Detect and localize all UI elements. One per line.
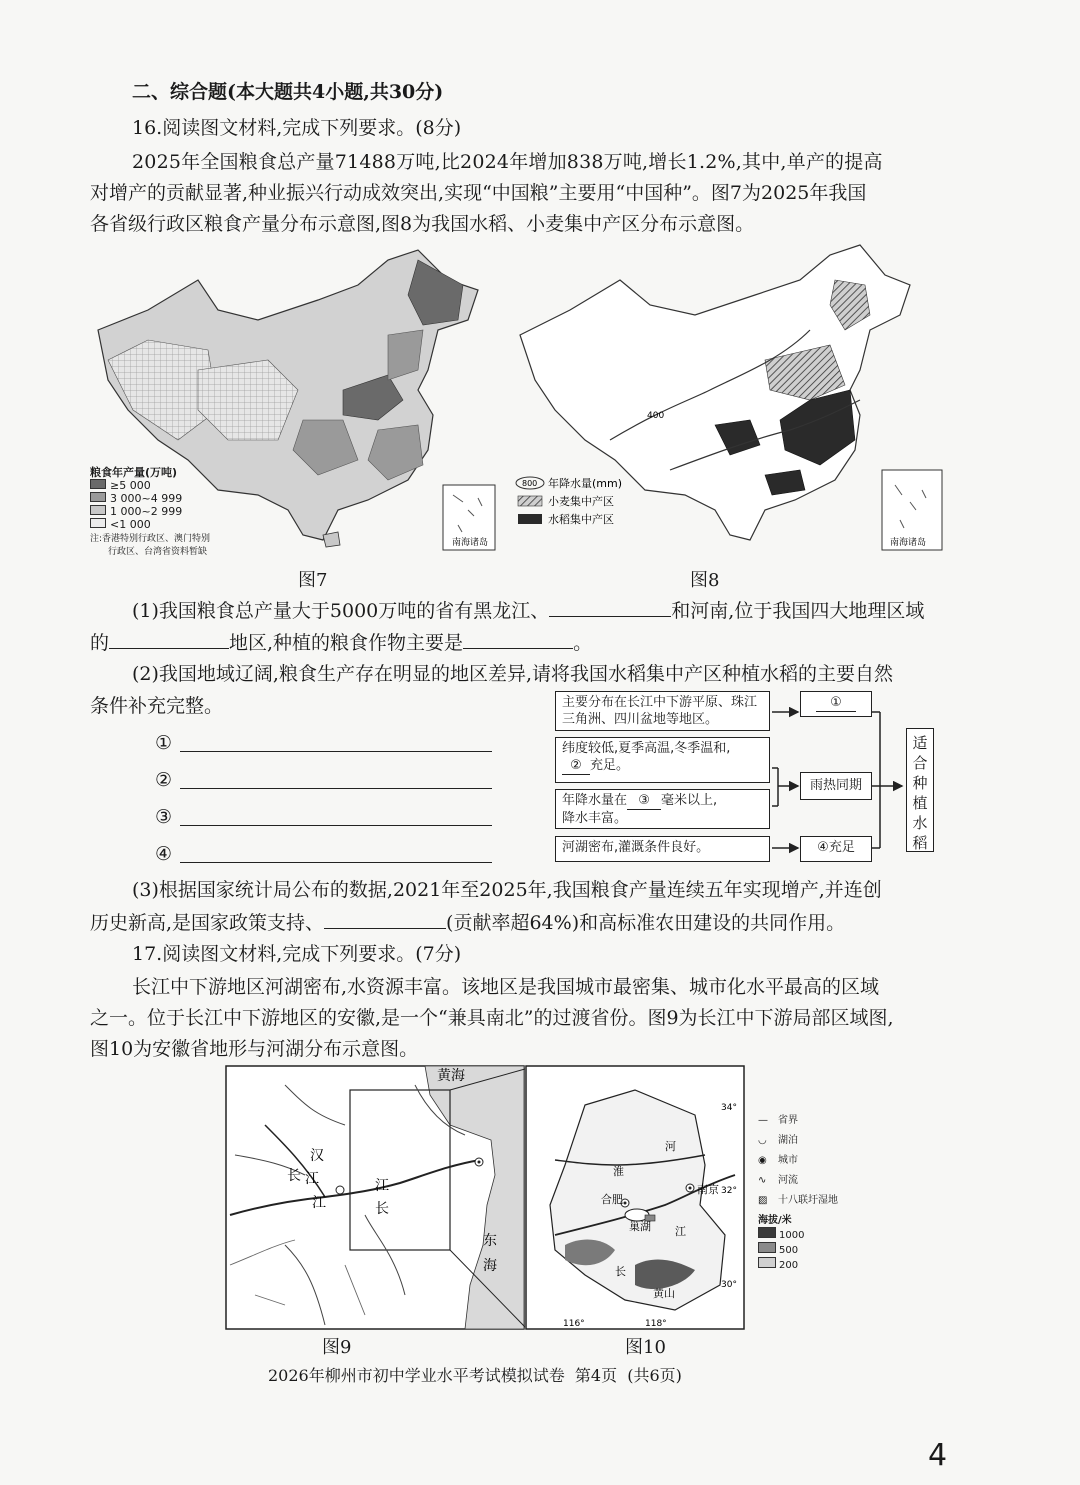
flow-box-rain-text-a: 年降水量在 — [562, 793, 628, 808]
fig10-lon-label: 116° — [563, 1319, 585, 1329]
q16-sub1-text-a: (1)我国粮食总产量大于5000万吨的省有黑龙江、 — [132, 600, 550, 622]
flow-box-rain-text-c: 毫米以上, — [661, 793, 718, 808]
answer-label-2: ② — [155, 769, 173, 791]
answer-line-3[interactable] — [180, 824, 492, 826]
q16-sub1-text-c: 的 — [90, 632, 110, 654]
figure-10-map — [525, 1065, 745, 1330]
fig9-label: 江 — [375, 1178, 389, 1194]
fig7-note-2: 行政区、台湾省资料暂缺 — [108, 547, 208, 557]
q17-para-line1: 长江中下游地区河湖密布,水资源丰富。该地区是我国城市最密集、城市化水平最高的区域 — [132, 976, 880, 998]
answer-blank-region[interactable] — [109, 630, 229, 649]
q16-sub2-line1: (2)我国地域辽阔,粮食生产存在明显的地区差异,请将我国水稻集中产区种植水稻的主要自然 — [132, 663, 893, 685]
fig10-place-label: 淮 — [613, 1165, 624, 1178]
fig9-label: 长 — [287, 1168, 301, 1184]
flow-mid-box-2: 雨热同期 — [800, 772, 872, 800]
fig10-legend-label: 城市 — [778, 1155, 798, 1166]
fig7-legend-title: 粮食年产量(万吨) — [90, 466, 178, 479]
rice-legend-label: 水稻集中产区 — [548, 513, 614, 526]
answer-blank-crop[interactable] — [463, 630, 573, 649]
fig10-elev-items — [758, 1227, 838, 1272]
q16-para-line3: 各省级行政区粮食产量分布示意图,图8为我国水稻、小麦集中产区分布示意图。 — [90, 213, 755, 235]
q16-sub3-text-b: (贡献率超64%)和高标准农田建设的共同作用。 — [446, 912, 846, 934]
fig9-label: 江 — [305, 1171, 319, 1187]
flow-blank-4[interactable]: ④ — [817, 840, 829, 855]
flow-mid-box-1 — [800, 691, 872, 717]
fig10-place-label: 江 — [675, 1225, 686, 1238]
fig9-label: 黄海 — [437, 1068, 465, 1084]
fig9-caption: 图9 — [322, 1337, 352, 1358]
fig10-legend-items — [758, 1115, 838, 1207]
q16-title: 16.阅读图文材料,完成下列要求。(8分) — [132, 117, 462, 139]
q16-sub3-line2 — [90, 910, 950, 935]
fig9-label: 江 — [312, 1195, 326, 1211]
fig9-label: 长 — [375, 1201, 389, 1217]
answer-line-2[interactable] — [180, 787, 492, 789]
q16-para-line1: 2025年全国粮食总产量71488万吨,比2024年增加838万吨,增长1.2%,其中,单产的提高 — [132, 151, 883, 173]
fig10-legend-item — [758, 1175, 838, 1187]
figure-7-map — [88, 240, 508, 560]
fig7-legend-label: <1 000 — [110, 518, 151, 531]
fig10-lon-label: 118° — [645, 1319, 667, 1329]
q17-para-line3: 图10为安徽省地形与河湖分布示意图。 — [90, 1038, 419, 1060]
fig10-place-label: 合肥 — [601, 1193, 623, 1206]
fig7-legend-item — [90, 505, 210, 518]
flow-mid-box-3-text: 充足 — [828, 840, 855, 855]
flow-blank-1[interactable]: ① — [816, 694, 856, 712]
rain-legend-value: 800 — [522, 479, 538, 488]
answer-blank-province[interactable] — [549, 598, 671, 617]
fig10-elev-title: 海拔/米 — [758, 1215, 792, 1226]
fig10-elev-item — [758, 1242, 838, 1257]
page-footer: 2026年柳州市初中学业水平考试模拟试卷 第4页 (共6页) — [268, 1366, 682, 1385]
flow-box-heat-line1: 纬度较低,夏季高温,冬季温和, — [562, 741, 731, 756]
q16-para-line2: 对增产的贡献显著,种业振兴行动成效突出,实现“中国粮”主要用“中国种”。图7为2025年我国 — [90, 182, 867, 204]
fig10-place-label: 长 — [615, 1265, 626, 1278]
fig10-legend-item — [758, 1115, 838, 1127]
fig7-legend-label: 1 000~2 999 — [110, 505, 183, 518]
fig7-legend-item — [90, 518, 210, 531]
fig7-legend-swatch — [90, 492, 106, 502]
fig10-elev-label: 200 — [779, 1260, 799, 1271]
flow-box-heat-line2 — [562, 757, 763, 775]
q16-sub1-text-d: 地区,种植的粮食作物主要是 — [229, 632, 464, 654]
fig7-legend-item — [90, 479, 210, 492]
fig9-label: 东 — [483, 1233, 497, 1249]
fig10-lat-label: 32° — [721, 1186, 737, 1196]
fig10-elev-label: 1000 — [779, 1230, 805, 1241]
flow-box-irrigation: 河湖密布,灌溉条件良好。 — [555, 836, 770, 862]
fig9-label: 海 — [483, 1258, 497, 1274]
fig10-lat-label: 34° — [721, 1103, 737, 1113]
fig7-legend-item — [90, 492, 210, 505]
fig10-elev-item — [758, 1257, 838, 1272]
fig7-caption: 图7 — [298, 570, 328, 591]
fig10-legend-symbol: ◡ — [758, 1135, 767, 1146]
section-title: 二、综合题(本大题共4小题,共30分) — [132, 81, 444, 103]
q16-sub1-line2 — [90, 630, 950, 655]
flow-box-heat-end: 充足。 — [590, 758, 630, 773]
flow-result-box: 适合种植水稻 — [906, 728, 934, 852]
fig10-legend-symbol: — — [758, 1115, 768, 1126]
answer-label-1: ① — [155, 732, 173, 754]
answer-label-3: ③ — [155, 806, 173, 828]
fig10-legend-symbol: ◉ — [758, 1155, 767, 1166]
yangtze-region-map — [225, 1065, 525, 1330]
fig10-caption: 图10 — [625, 1337, 666, 1358]
fig10-place-label: 黄山 — [653, 1287, 675, 1300]
q16-sub3-line1: (3)根据国家统计局公布的数据,2021年至2025年,我国粮食产量连续五年实现增产,并连创 — [132, 879, 882, 901]
wheat-legend-label: 小麦集中产区 — [548, 495, 614, 508]
fig10-elev-label: 500 — [779, 1245, 799, 1256]
flow-mid-box-3 — [800, 836, 872, 862]
fig10-legend-symbol: ▨ — [758, 1195, 768, 1206]
page-number: 4 — [928, 1438, 948, 1473]
fig10-legend-label: 湖泊 — [778, 1135, 798, 1146]
fig10-elev-item — [758, 1227, 838, 1242]
q17-para-line2: 之一。位于长江中下游地区的安徽,是一个“兼具南北”的过渡省份。图9为长江中下游局部区域图, — [90, 1007, 894, 1029]
q16-sub1-line1 — [132, 598, 992, 623]
fig10-legend-item — [758, 1195, 838, 1207]
fig10-elev-swatch — [758, 1242, 776, 1253]
fig7-legend-swatch — [90, 505, 106, 515]
fig10-legend-item — [758, 1135, 838, 1147]
rice-legend-swatch — [518, 514, 542, 524]
flow-box-distribution: 主要分布在长江中下游平原、珠江三角洲、四川盆地等地区。 — [555, 691, 770, 731]
fig7-legend-swatch — [90, 518, 106, 528]
fig7-legend — [90, 466, 210, 559]
fig10-legend-symbol: ∿ — [758, 1175, 767, 1186]
fig10-legend-label: 十八联圩湿地 — [778, 1195, 838, 1206]
fig10-legend — [758, 1115, 838, 1272]
figure-9-map — [225, 1065, 525, 1330]
fig10-elev-swatch — [758, 1257, 776, 1268]
q16-sub2-line2: 条件补充完整。 — [90, 695, 224, 717]
fig10-elev-swatch — [758, 1227, 776, 1238]
fig7-legend-label: 3 000~4 999 — [110, 492, 183, 505]
fig7-inset-label: 南海诸岛 — [452, 538, 489, 548]
flow-blank-3[interactable]: ③ — [627, 792, 661, 810]
figure-8-map — [510, 240, 950, 560]
q17-title: 17.阅读图文材料,完成下列要求。(7分) — [132, 943, 462, 965]
rain-legend-label: 年降水量(mm) — [548, 477, 623, 490]
fig10-legend-label: 省界 — [778, 1115, 798, 1126]
q16-sub3-text-a: 历史新高,是国家政策支持、 — [90, 912, 325, 934]
fig7-legend-swatch — [90, 479, 106, 489]
wheat-legend-swatch — [518, 496, 542, 506]
fig10-place-label: 河 — [665, 1140, 676, 1153]
fig8-caption: 图8 — [690, 570, 720, 591]
fig8-isoline-label: 400 — [647, 411, 665, 421]
fig10-lat-label: 30° — [721, 1280, 737, 1290]
flow-box-rain-line1 — [562, 792, 763, 810]
fig9-label: 汉 — [310, 1148, 324, 1164]
rice-wheat-map — [510, 240, 950, 560]
fig7-note-1: 注:香港特别行政区、澳门特别 — [90, 534, 211, 544]
fig10-legend-item — [758, 1155, 838, 1167]
answer-line-1[interactable] — [180, 750, 492, 752]
hainan-island — [323, 532, 340, 547]
anhui-terrain-map — [525, 1065, 745, 1330]
fig10-place-label: 南京 — [697, 1183, 719, 1196]
fig7-legend-items — [90, 479, 210, 531]
answer-line-4[interactable] — [180, 861, 492, 863]
q16-sub1-text-b: 和河南,位于我国四大地理区域 — [671, 600, 925, 622]
fig8-inset-label: 南海诸岛 — [890, 538, 927, 548]
fig10-legend-label: 河流 — [778, 1175, 798, 1186]
flow-box-rain — [555, 789, 770, 829]
q16-sub1-text-e: 。 — [573, 632, 593, 654]
fig7-legend-label: ≥5 000 — [110, 479, 151, 492]
flow-box-heat — [555, 737, 770, 783]
flow-box-rain-line2: 降水丰富。 — [562, 811, 628, 826]
flow-blank-2[interactable]: ② — [562, 757, 590, 775]
fig10-place-label: 巢湖 — [629, 1220, 651, 1233]
answer-blank-seed[interactable] — [324, 910, 446, 929]
answer-label-4: ④ — [155, 843, 173, 865]
